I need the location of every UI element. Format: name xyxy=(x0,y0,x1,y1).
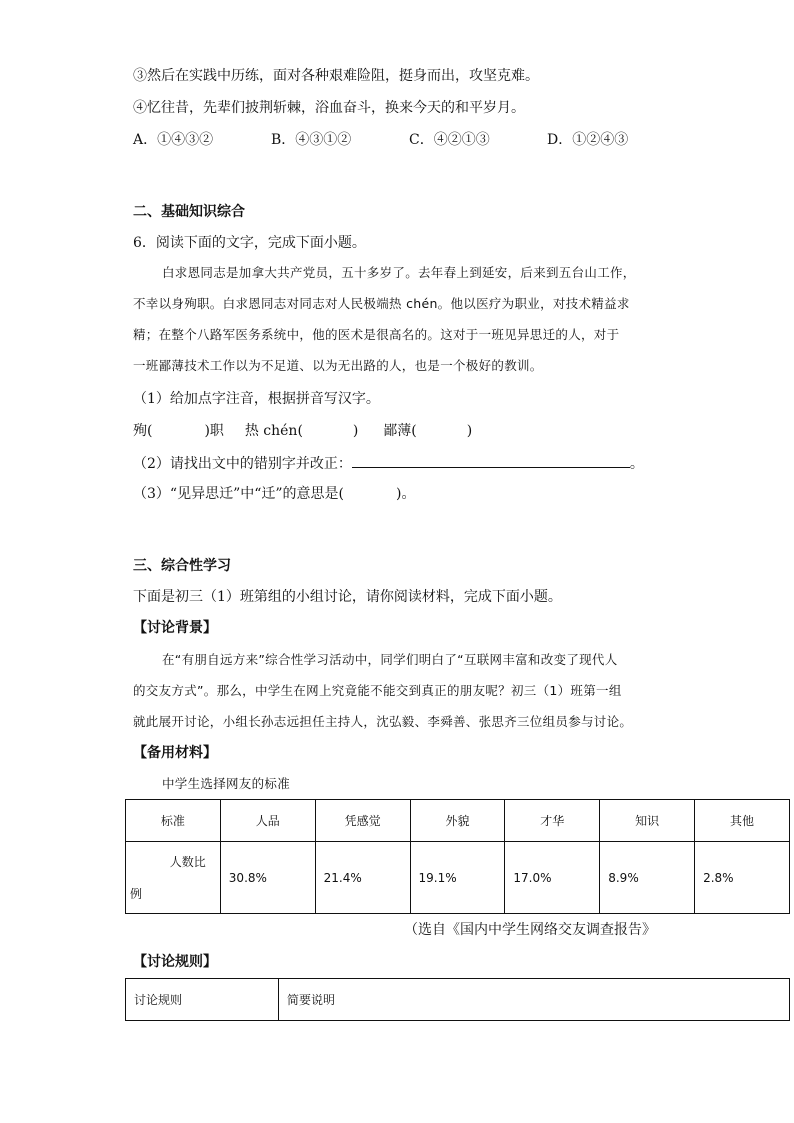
section-2-title: 二、基础知识综合 xyxy=(133,204,245,220)
material-title: 【备用材料】 xyxy=(133,745,217,761)
value-cell: 21.4% xyxy=(315,842,410,914)
rules-col-1: 讨论规则 xyxy=(126,979,279,1021)
choice-a[interactable]: A．①④③② xyxy=(133,132,214,148)
background-line-2: 的交友方式”。那么，中学生在网上究竟能不能交到真正的朋友呢？初三（1）班第一组 xyxy=(133,683,622,698)
background-line-1: 在“有朋自远方来”综合性学习活动中，同学们明白了“互联网丰富和改变了现代人 xyxy=(162,652,618,667)
row-label-cell xyxy=(126,842,221,914)
q6-sub2: （2）请找出文中的错别字并改正： 。 xyxy=(133,453,644,474)
q5-choices xyxy=(133,130,685,150)
answer-blank-typo[interactable] xyxy=(352,453,630,468)
header-cell: 知识 xyxy=(600,800,695,842)
q6-sub1: （1）给加点字注音，根据拼音写汉字。 xyxy=(133,391,380,407)
table-caption: 中学生选择网友的标准 xyxy=(162,776,291,791)
rules-table xyxy=(125,978,790,1021)
item-bibo: 鄙薄( xyxy=(383,423,417,439)
item-chen: 热 chén( xyxy=(244,423,303,439)
discussion-background-title: 【讨论背景】 xyxy=(133,620,217,636)
friend-criteria-table xyxy=(125,799,790,914)
q6-prompt: 6．阅读下面的文字，完成下面小题。 xyxy=(133,235,366,251)
passage-line-2: 不幸以身殉职。白求恩同志对同志对人民极端热 chén。他以医疗为职业，对技术精益求 xyxy=(133,296,630,311)
passage-line-1: 白求恩同志是加拿大共产党员，五十多岁了。去年春上到延安，后来到五台山工作， xyxy=(162,265,636,280)
section-3-intro: 下面是初三（1）班第组的小组讨论，请你阅读材料，完成下面小题。 xyxy=(133,589,562,605)
q6-sub1-items: 殉( )职 热 chén( ) 鄙薄( ) xyxy=(133,423,473,439)
choice-d[interactable]: D．①②④③ xyxy=(547,132,629,148)
discussion-rules-title: 【讨论规则】 xyxy=(133,954,217,970)
q5-option-line-3: ③然后在实践中历练，面对各种艰难险阻，挺身而出，攻坚克难。 xyxy=(133,68,539,84)
value-cell: 8.9% xyxy=(600,842,695,914)
section-3-title: 三、综合性学习 xyxy=(133,558,231,574)
value-cell: 17.0% xyxy=(505,842,600,914)
table-source: （选自《国内中学生网络交友调查报告》 xyxy=(404,922,656,938)
q6-sub3: （3）“见异思迁”中“迁”的意思是( )。 xyxy=(133,486,416,502)
choice-b[interactable]: B．④③①② xyxy=(271,132,352,148)
header-cell: 外貌 xyxy=(410,800,505,842)
rules-col-2: 简要说明 xyxy=(279,979,790,1021)
value-cell: 19.1% xyxy=(410,842,505,914)
header-cell: 才华 xyxy=(505,800,600,842)
background-line-3: 就此展开讨论，小组长孙志远担任主持人，沈弘毅、李舜善、张思齐三位组员参与讨论。 xyxy=(133,714,633,729)
passage-line-3: 精；在整个八路军医务系统中，他的医术是很高名的。这对于一班见异思迁的人，对于 xyxy=(133,327,620,342)
table-row xyxy=(126,842,790,914)
q5-option-line-4: ④忆往昔，先辈们披荆斩棘，浴血奋斗，换来今天的和平岁月。 xyxy=(133,100,525,116)
choice-c[interactable]: C．④②①③ xyxy=(409,132,490,148)
passage-line-4: 一班鄙薄技术工作以为不足道、以为无出路的人，也是一个极好的教训。 xyxy=(133,358,543,373)
header-cell: 其他 xyxy=(695,800,790,842)
header-cell: 人品 xyxy=(220,800,315,842)
table-row xyxy=(126,979,790,1021)
item-xun: 殉( xyxy=(133,423,153,439)
table-header-row xyxy=(126,800,790,842)
value-cell: 2.8% xyxy=(695,842,790,914)
row-label-a: 人数比 xyxy=(169,854,206,869)
header-cell: 凭感觉 xyxy=(315,800,410,842)
header-cell: 标准 xyxy=(126,800,221,842)
row-label-b: 例 xyxy=(130,886,143,901)
value-cell: 30.8% xyxy=(220,842,315,914)
